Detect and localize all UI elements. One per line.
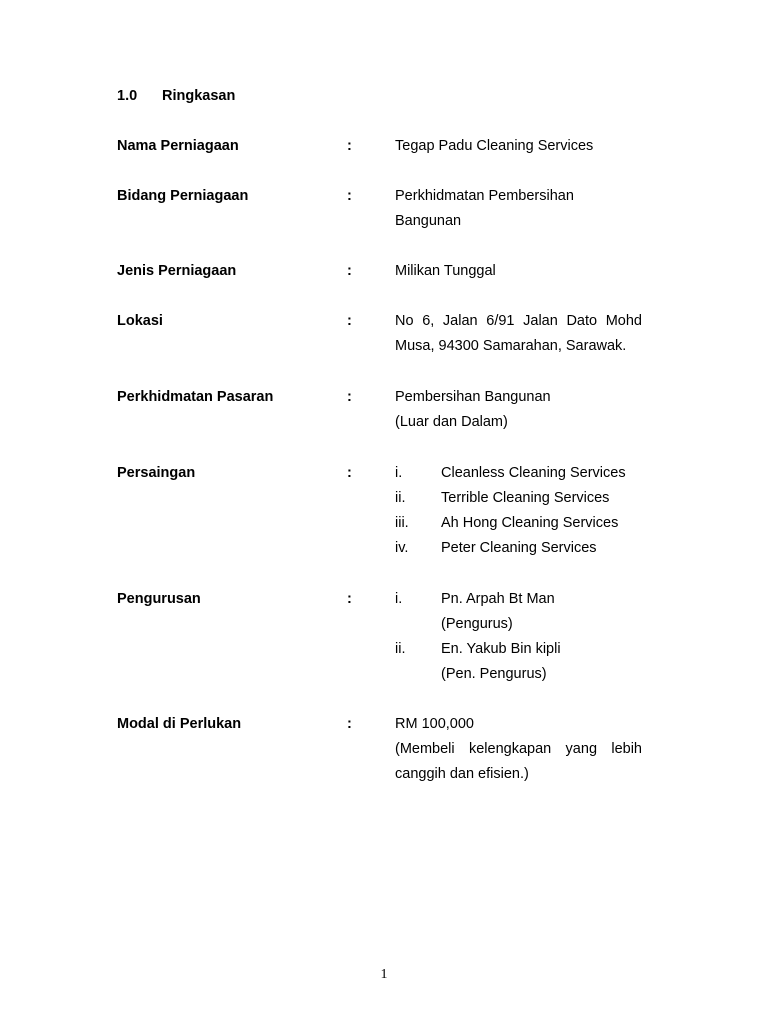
field-separator: : [347,188,352,204]
management-list [395,587,642,687]
field-separator: : [347,389,352,405]
list-item [395,637,642,662]
list-item [395,587,642,612]
list-item [395,511,642,536]
field-label: Modal di Perlukan [117,716,242,732]
manager-role: (Pengurus) [441,616,513,632]
field-separator: : [347,263,352,279]
section-heading [117,84,235,109]
field-label: Nama Perniagaan [117,138,239,154]
field-value: Tegap Padu Cleaning Services [395,138,594,154]
capital-note: (Membeli kelengkapan yang lebih canggih dan efisien.) [395,741,642,782]
field-separator: : [347,313,352,329]
section-title: Ringkasan [162,88,236,104]
list-numeral: i. [395,465,403,481]
value-line: Pembersihan Bangunan [395,389,551,405]
field-label: Lokasi [117,313,163,329]
competitor-list [395,461,642,561]
field-label: Persaingan [117,465,196,481]
competitor-name: Ah Hong Cleaning Services [441,515,619,531]
capital-amount: RM 100,000 [395,716,474,732]
list-item [395,536,642,561]
value-line: Perkhidmatan Pembersihan [395,188,574,204]
list-item [395,486,642,511]
manager-name: En. Yakub Bin kipli [441,641,561,657]
field-value: No 6, Jalan 6/91 Jalan Dato Mohd Musa, 94300 Samarahan, Sarawak. [395,313,642,354]
list-numeral: i. [395,591,403,607]
list-numeral: iv. [395,540,409,556]
field-label: Pengurusan [117,591,201,607]
list-item [395,461,642,486]
competitor-name: Peter Cleaning Services [441,540,597,556]
field-label: Bidang Perniagaan [117,188,249,204]
page-number: 1 [380,967,388,982]
field-value [395,712,642,787]
field-value [395,385,642,435]
section-number: 1.0 [117,88,138,104]
field-value [395,184,642,234]
list-numeral: iii. [395,515,409,531]
field-label: Jenis Perniagaan [117,263,237,279]
list-numeral: ii. [395,641,406,657]
competitor-name: Cleanless Cleaning Services [441,465,626,481]
field-separator: : [347,465,352,481]
list-numeral: ii. [395,490,406,506]
field-separator: : [347,138,352,154]
field-separator: : [347,591,352,607]
manager-name: Pn. Arpah Bt Man [441,591,555,607]
value-line: Bangunan [395,213,462,229]
manager-role: (Pen. Pengurus) [441,666,547,682]
field-value: Milikan Tunggal [395,263,496,279]
field-label: Perkhidmatan Pasaran [117,389,274,405]
value-line: (Luar dan Dalam) [395,414,508,430]
field-separator: : [347,716,352,732]
competitor-name: Terrible Cleaning Services [441,490,610,506]
